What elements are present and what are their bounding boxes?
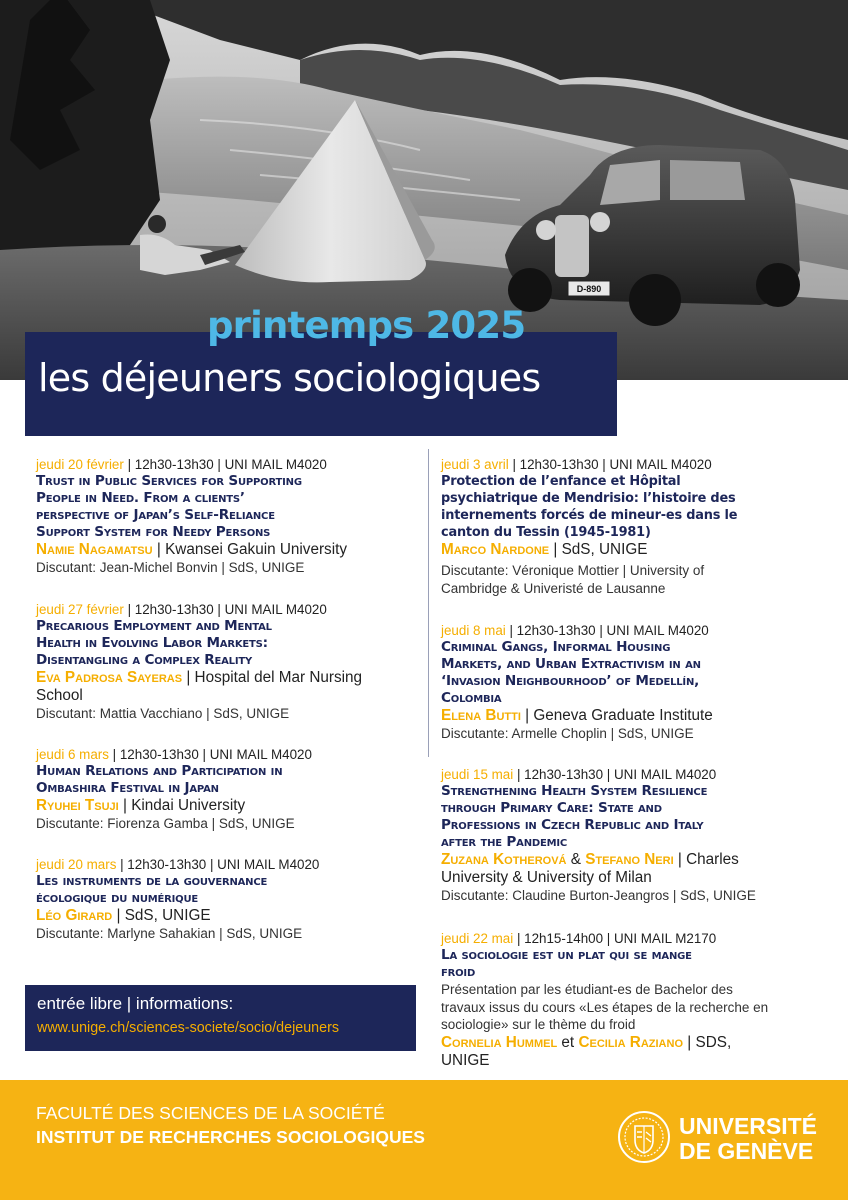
event-entry xyxy=(441,930,821,1070)
event-discussant: Discutante: Marlyne Sahakian | SdS, UNIGE xyxy=(36,926,303,941)
event-speaker xyxy=(441,541,821,559)
column-divider xyxy=(428,449,429,757)
event-title-line: Professions in Czech Republic and Italy xyxy=(441,817,704,833)
event-title-line: after the Pandemic xyxy=(441,834,568,850)
event-title-line: People in Need. From a clients’ xyxy=(36,490,245,506)
description-line: travaux issus du cours «Les étapes de la recherche en xyxy=(441,999,769,1015)
event-time-location: | 12h30-13h30 | UNI MAIL M4020 xyxy=(108,747,312,762)
speaker-name: Marco Nardone xyxy=(441,541,550,558)
event-time-location: | 12h30-13h30 | UNI MAIL M4020 xyxy=(513,767,717,782)
event-time-location: | 12h15-14h00 | UNI MAIL M2170 xyxy=(513,931,717,946)
event-date: jeudi 20 mars xyxy=(36,857,117,872)
speaker-affiliation: | Hospital del Mar Nursing xyxy=(182,669,363,686)
event-speaker xyxy=(36,669,418,687)
speaker-separator: et xyxy=(557,1033,579,1051)
speaker-name: Elena Butti xyxy=(441,707,521,724)
event-date: jeudi 8 mai xyxy=(441,623,506,638)
event-description xyxy=(441,981,821,1034)
speaker-name: Ryuhei Tsuji xyxy=(36,797,119,814)
event-discussant: Discutante: Armelle Choplin | SdS, UNIGE xyxy=(441,726,694,741)
event-title-line: Strengthening Health System Resilience xyxy=(441,783,708,799)
event-meta xyxy=(36,746,418,763)
event-discussant: Discutant: Jean-Michel Bonvin | SdS, UNIGE xyxy=(36,560,305,575)
university-name xyxy=(679,1114,817,1164)
event-title-line: internements forcés de mineur-es dans le xyxy=(441,508,738,523)
event-date: jeudi 27 février xyxy=(36,602,124,617)
event-entry xyxy=(36,856,418,943)
event-meta xyxy=(441,622,821,639)
event-time-location: | 12h30-13h30 | UNI MAIL M4020 xyxy=(505,623,709,638)
event-title xyxy=(441,639,821,707)
speaker-affiliation-cont: UNIGE xyxy=(441,1051,490,1069)
event-speaker xyxy=(36,907,418,925)
event-time-location: | 12h30-13h30 | UNI MAIL M4020 xyxy=(123,457,327,472)
event-time-location: | 12h30-13h30 | UNI MAIL M4020 xyxy=(116,857,320,872)
event-title xyxy=(36,618,418,669)
license-plate: D-890 xyxy=(576,284,602,294)
event-title xyxy=(441,947,821,981)
event-meta xyxy=(36,456,418,473)
speaker-affiliation: | SdS, UNIGE xyxy=(112,907,211,924)
event-title-line: Criminal Gangs, Informal Housing xyxy=(441,639,671,655)
event-title-line: Markets, and Urban Extractivism in an xyxy=(441,656,701,672)
event-title-line: Colombia xyxy=(441,690,502,706)
event-date: jeudi 20 février xyxy=(36,457,124,472)
event-meta xyxy=(441,766,821,783)
description-line: sociologie» sur le thème du froid xyxy=(441,1017,636,1032)
speaker-name: Eva Padrosa Sayeras xyxy=(36,669,183,686)
event-title-line: Ombashira Festival in Japan xyxy=(36,780,219,796)
speaker-affiliation: | Kwansei Gakuin University xyxy=(152,541,348,558)
event-title-line: Les instruments de la gouvernance xyxy=(36,873,268,889)
university-name-line: UNIVERSITÉ xyxy=(679,1113,818,1139)
event-title-line: perspective of Japan’s Self-Reliance xyxy=(36,507,275,523)
university-seal-icon xyxy=(617,1110,671,1164)
speaker-name: Stefano Neri xyxy=(585,851,674,868)
speaker-affiliation-cont: School xyxy=(36,687,83,704)
description-line: Présentation par les étudiant-es de Bachelor des xyxy=(441,982,733,997)
speaker-affiliation: | SdS, UNIGE xyxy=(549,541,648,558)
event-speaker xyxy=(441,851,821,869)
institute-name: INSTITUT DE RECHERCHES SOCIOLOGIQUES xyxy=(36,1127,425,1147)
event-entry xyxy=(36,746,418,833)
event-title-line: Trust in Public Services for Supporting xyxy=(36,473,302,489)
speaker-affiliation: | Geneva Graduate Institute xyxy=(520,707,713,724)
speaker-name: Zuzana Kotherová xyxy=(441,851,567,868)
event-speaker xyxy=(36,797,418,815)
discussant-line: Discutante: Véronique Mottier | University of xyxy=(441,563,705,578)
speaker-name: Cornelia Hummel xyxy=(441,1033,558,1051)
event-title-line: La sociologie est un plat qui se mange xyxy=(441,947,692,963)
event-time-location: | 12h30-13h30 | UNI MAIL M4020 xyxy=(508,457,712,472)
info-box xyxy=(25,985,416,1051)
speaker-name: Léo Girard xyxy=(36,907,113,924)
event-title-line: Protection de l’enfance et Hôpital xyxy=(441,474,681,489)
discussant-line: Cambridge & Univeristé de Lausanne xyxy=(441,581,666,596)
speaker-affiliation: | Kindai University xyxy=(118,797,246,814)
event-discussant: Discutante: Fiorenza Gamba | SdS, UNIGE xyxy=(36,816,295,831)
event-title-line: Human Relations and Participation in xyxy=(36,763,283,779)
event-speaker xyxy=(441,1034,821,1052)
info-label: entrée libre | informations: xyxy=(37,994,234,1013)
event-date: jeudi 6 mars xyxy=(36,747,109,762)
event-title xyxy=(441,783,821,851)
event-speaker xyxy=(36,541,418,559)
event-meta xyxy=(441,930,821,947)
event-title xyxy=(36,473,418,541)
event-entry xyxy=(441,622,821,743)
event-discussant: Discutant: Mattia Vacchiano | SdS, UNIGE xyxy=(36,706,290,721)
event-entry xyxy=(441,456,821,598)
info-url-link[interactable]: www.unige.ch/sciences-societe/socio/dejeuners xyxy=(37,1020,339,1036)
event-title-line: ‘Invasion Neighbourhood’ of Medellín, xyxy=(441,673,700,689)
footer xyxy=(0,1080,848,1200)
event-title-line: canton du Tessin (1945-1981) xyxy=(441,525,651,540)
page-title: les déjeuners sociologiques xyxy=(38,356,541,400)
event-title-line: psychiatrique de Mendrisio: l’histoire des xyxy=(441,491,736,506)
event-title-line: Support System for Needy Persons xyxy=(36,524,271,540)
speaker-affiliation: | SDS, xyxy=(683,1033,732,1051)
event-speaker xyxy=(441,707,821,725)
event-time-location: | 12h30-13h30 | UNI MAIL M4020 xyxy=(123,602,327,617)
event-entry xyxy=(36,456,418,577)
faculty-name: FACULTÉ DES SCIENCES DE LA SOCIÉTÉ xyxy=(36,1103,385,1123)
event-date: jeudi 3 avril xyxy=(441,457,509,472)
event-date: jeudi 15 mai xyxy=(441,767,514,782)
event-title xyxy=(36,873,418,907)
event-title-line: froid xyxy=(441,964,476,980)
event-date: jeudi 22 mai xyxy=(441,931,514,946)
speaker-separator: & xyxy=(566,851,586,868)
event-title-line: Disentangling a Complex Reality xyxy=(36,652,253,668)
event-title-line: Precarious Employment and Mental xyxy=(36,618,272,634)
season-title: printemps 2025 xyxy=(207,304,526,347)
event-entry xyxy=(441,766,821,905)
event-discussant xyxy=(441,562,821,598)
speaker-name: Cecilia Raziano xyxy=(578,1033,684,1051)
event-title-line: Health in Evolving Labor Markets: xyxy=(36,635,268,651)
event-meta xyxy=(441,456,821,473)
speaker-affiliation: | Charles xyxy=(673,851,739,868)
event-discussant: Discutante: Claudine Burton-Jeangros | SdS, UNIGE xyxy=(441,888,756,903)
event-meta xyxy=(36,601,418,618)
event-title xyxy=(36,763,418,797)
university-name-line: DE GENÈVE xyxy=(679,1138,814,1164)
event-meta xyxy=(36,856,418,873)
speaker-name: Namie Nagamatsu xyxy=(36,541,153,558)
event-entry xyxy=(36,601,418,723)
speaker-affiliation-cont: University & University of Milan xyxy=(441,869,652,886)
event-title-line: through Primary Care: State and xyxy=(441,800,662,816)
event-title-line: écologique du numérique xyxy=(36,890,198,906)
event-title xyxy=(441,473,821,541)
